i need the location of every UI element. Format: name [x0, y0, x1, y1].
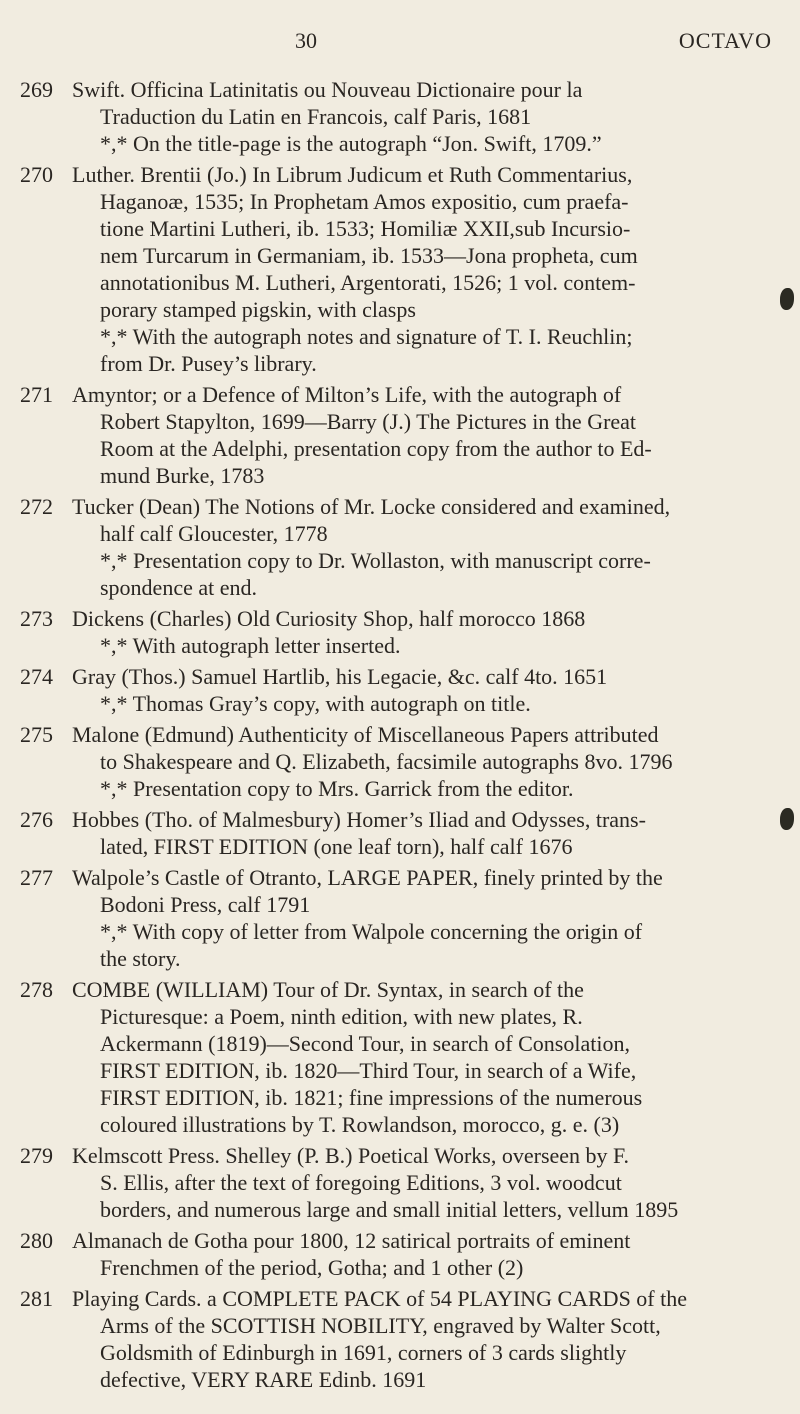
- entry-line: Bodoni Press, calf 1791: [100, 892, 311, 917]
- catalogue-entry: [0, 663, 800, 717]
- entry-description: [72, 1285, 760, 1393]
- entry-line: Luther. Brentii (Jo.) In Librum Judicum et Ruth Commentarius,: [72, 162, 633, 187]
- entry-line: *,* With the autograph notes and signature of T. I. Reuchlin;: [100, 324, 633, 349]
- entry-line: FIRST EDITION, ib. 1820—Third Tour, in search of a Wife,: [100, 1058, 637, 1083]
- catalogue-entry: [0, 381, 800, 489]
- entry-line: Ackermann (1819)—Second Tour, in search of Consolation,: [100, 1031, 630, 1056]
- entry-description: [72, 1142, 760, 1223]
- lot-number: 273: [20, 606, 53, 631]
- entry-description: [72, 806, 760, 860]
- entry-line: Swift. Officina Latinitatis ou Nouveau Dictionaire pour la: [72, 77, 583, 102]
- entry-line: Tucker (Dean) The Notions of Mr. Locke considered and examined,: [72, 494, 671, 519]
- entry-line: Room at the Adelphi, presentation copy from the author to Ed-: [100, 436, 652, 461]
- entry-line: *,* Presentation copy to Mrs. Garrick from the editor.: [100, 776, 574, 801]
- entry-line: Hobbes (Tho. of Malmesbury) Homer’s Iliad and Odysses, trans-: [72, 807, 646, 832]
- lot-number: 269: [20, 77, 53, 102]
- lot-number: 274: [20, 664, 53, 689]
- entry-line: Frenchmen of the period, Gotha; and 1 other (2): [100, 1255, 524, 1280]
- entry-description: [72, 605, 760, 659]
- section-title: OCTAVO: [678, 28, 772, 53]
- catalogue-entry: [0, 1227, 800, 1281]
- entry-line: *,* On the title-page is the autograph “Jon. Swift, 1709.”: [100, 131, 602, 156]
- entry-line: lated, FIRST EDITION (one leaf torn), half calf 1676: [100, 834, 573, 859]
- catalogue-entry: [0, 976, 800, 1138]
- lot-number: 279: [20, 1143, 53, 1168]
- entry-description: [72, 381, 760, 489]
- catalogue-entry: [0, 1285, 800, 1393]
- entry-line: nem Turcarum in Germaniam, ib. 1533—Jona propheta, cum: [100, 243, 638, 268]
- edge-stain: [780, 808, 794, 830]
- entry-line: annotationibus M. Lutheri, Argentorati, 1526; 1 vol. contem-: [100, 270, 636, 295]
- page-number: 30: [295, 28, 317, 53]
- entry-description: [72, 721, 760, 802]
- catalogue-entry: [0, 493, 800, 601]
- entry-line: borders, and numerous large and small initial letters, vellum 1895: [100, 1197, 679, 1222]
- entry-line: Dickens (Charles) Old Curiosity Shop, half morocco 1868: [72, 606, 586, 631]
- entry-line: Picturesque: a Poem, ninth edition, with new plates, R.: [100, 1004, 583, 1029]
- entry-line: Arms of the SCOTTISH NOBILITY, engraved by Walter Scott,: [100, 1313, 661, 1338]
- entry-line: Kelmscott Press. Shelley (P. B.) Poetical Works, overseen by F.: [72, 1143, 630, 1168]
- entry-line: half calf Gloucester, 1778: [100, 521, 328, 546]
- lot-number: 280: [20, 1228, 53, 1253]
- entry-line: *,* Thomas Gray’s copy, with autograph on title.: [100, 691, 531, 716]
- entry-line: Robert Stapylton, 1699—Barry (J.) The Pictures in the Great: [100, 409, 637, 434]
- edge-stain: [780, 288, 794, 310]
- lot-number: 281: [20, 1286, 53, 1311]
- entry-line: Almanach de Gotha pour 1800, 12 satirical portraits of eminent: [72, 1228, 631, 1253]
- entry-line: porary stamped pigskin, with clasps: [100, 297, 416, 322]
- entry-description: [72, 1227, 760, 1281]
- entry-line: Playing Cards. a COMPLETE PACK of 54 PLAYING CARDS of the: [72, 1286, 688, 1311]
- lot-number: 277: [20, 865, 53, 890]
- entry-line: tione Martini Lutheri, ib. 1533; Homiliæ XXII,sub Incursio-: [100, 216, 631, 241]
- entry-line: *,* With copy of letter from Walpole concerning the origin of: [100, 919, 643, 944]
- lot-number: 276: [20, 807, 53, 832]
- entry-line: Traduction du Latin en Francois, calf Paris, 1681: [100, 104, 532, 129]
- lot-number: 271: [20, 382, 53, 407]
- lot-number: 275: [20, 722, 53, 747]
- entry-line: COMBE (WILLIAM) Tour of Dr. Syntax, in search of the: [72, 977, 584, 1002]
- catalogue-entry: [0, 605, 800, 659]
- entry-line: coloured illustrations by T. Rowlandson, morocco, g. e. (3): [100, 1112, 620, 1137]
- entry-line: Haganoæ, 1535; In Prophetam Amos expositio, cum praefa-: [100, 189, 629, 214]
- catalogue-entry: [0, 721, 800, 802]
- page-header: [0, 20, 800, 60]
- catalogue-entries: [0, 76, 800, 1397]
- entry-description: [72, 161, 760, 377]
- entry-line: the story.: [100, 946, 181, 971]
- entry-line: spondence at end.: [100, 575, 257, 600]
- entry-line: Gray (Thos.) Samuel Hartlib, his Legacie, &c. calf 4to. 1651: [72, 664, 608, 689]
- catalogue-entry: [0, 76, 800, 157]
- catalogue-entry: [0, 1142, 800, 1223]
- entry-line: defective, VERY RARE Edinb. 1691: [100, 1367, 427, 1392]
- catalogue-entry: [0, 864, 800, 972]
- entry-line: *,* Presentation copy to Dr. Wollaston, with manuscript corre-: [100, 548, 651, 573]
- entry-line: Malone (Edmund) Authenticity of Miscellaneous Papers attributed: [72, 722, 659, 747]
- entry-description: [72, 864, 760, 972]
- entry-line: *,* With autograph letter inserted.: [100, 633, 401, 658]
- catalogue-entry: [0, 161, 800, 377]
- entry-description: [72, 493, 760, 601]
- entry-line: Walpole’s Castle of Otranto, LARGE PAPER, finely printed by the: [72, 865, 663, 890]
- entry-line: Goldsmith of Edinburgh in 1691, corners of 3 cards slightly: [100, 1340, 627, 1365]
- entry-line: from Dr. Pusey’s library.: [100, 351, 317, 376]
- catalogue-entry: [0, 806, 800, 860]
- entry-description: [72, 976, 760, 1138]
- entry-line: Amyntor; or a Defence of Milton’s Life, with the autograph of: [72, 382, 622, 407]
- lot-number: 278: [20, 977, 53, 1002]
- lot-number: 272: [20, 494, 53, 519]
- entry-line: mund Burke, 1783: [100, 463, 265, 488]
- entry-description: [72, 663, 760, 717]
- entry-line: FIRST EDITION, ib. 1821; fine impressions of the numerous: [100, 1085, 643, 1110]
- entry-line: to Shakespeare and Q. Elizabeth, facsimile autographs 8vo. 1796: [100, 749, 673, 774]
- lot-number: 270: [20, 162, 53, 187]
- entry-description: [72, 76, 760, 157]
- entry-line: S. Ellis, after the text of foregoing Editions, 3 vol. woodcut: [100, 1170, 622, 1195]
